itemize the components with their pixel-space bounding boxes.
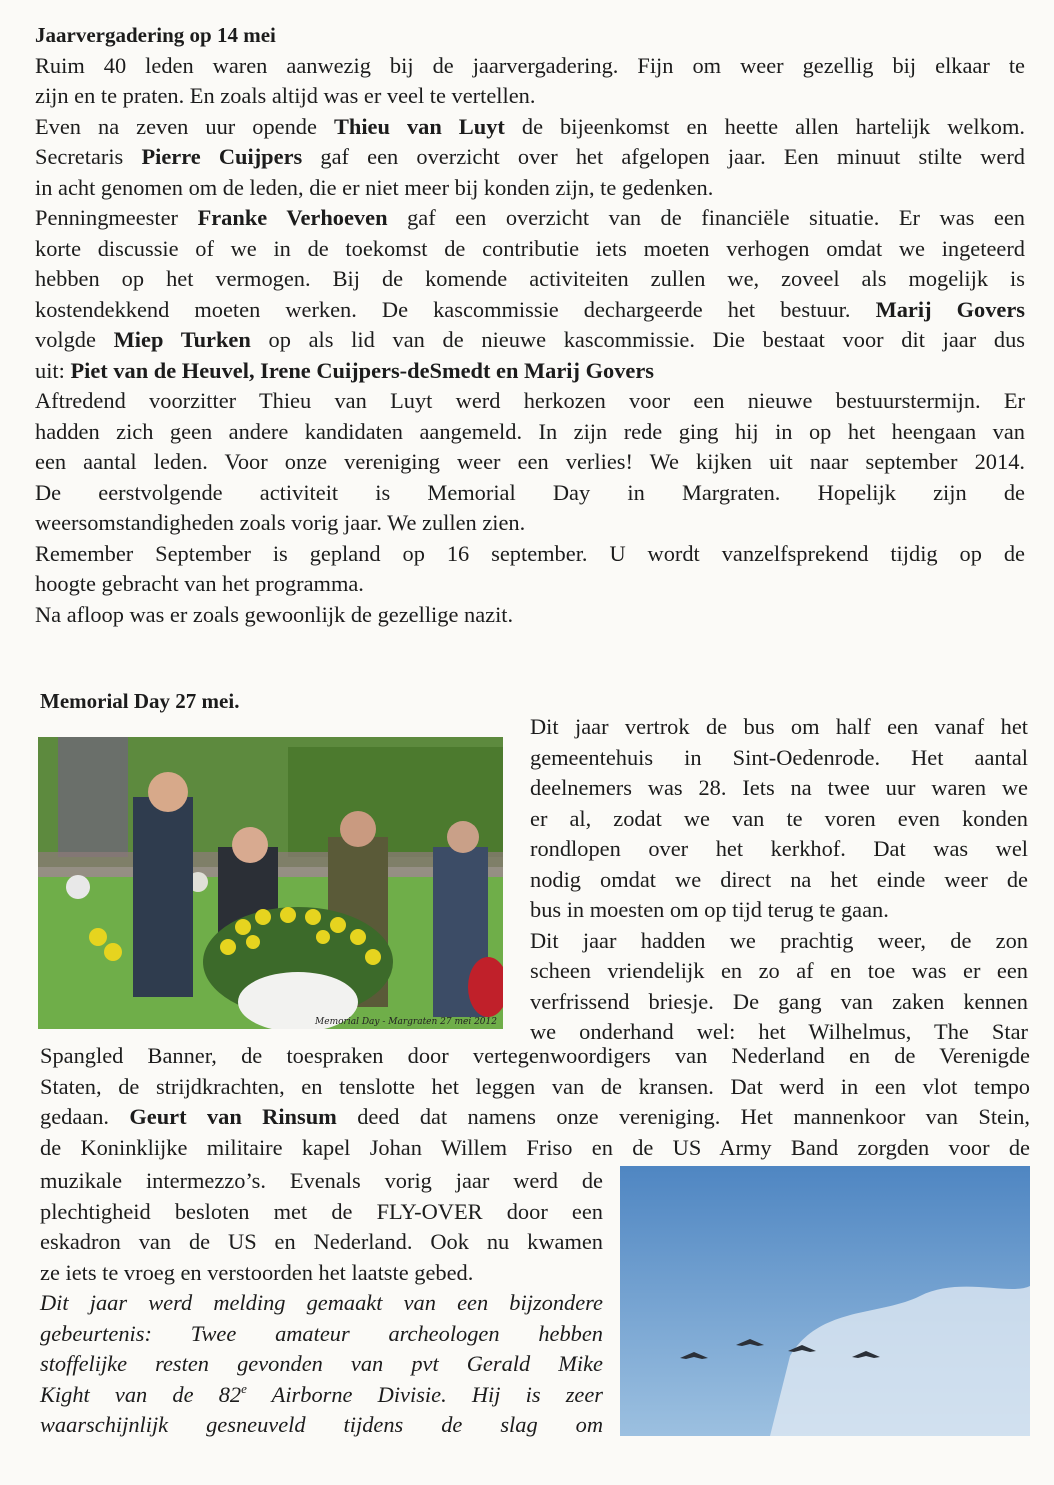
text-run: verfrissend briesje. De gang van zaken kennen [530, 988, 1028, 1014]
text-run: gaf een overzicht van de financiële situatie. Er was een [387, 205, 1025, 230]
text-run: we onderhand wel: het Wilhelmus, The Star [530, 1019, 1028, 1044]
text-line [40, 1166, 603, 1197]
text-line [35, 295, 1025, 326]
text-run: plechtigheid besloten met de FLY-OVER door een [40, 1198, 603, 1224]
text-line [35, 203, 1025, 234]
superscript: e [241, 1380, 247, 1396]
text-line [40, 1133, 1030, 1164]
text-run: gemeentehuis in Sint-Oedenrode. Het aantal [530, 744, 1028, 770]
text-run: gebeurtenis: Twee amateur archeologen hebben [40, 1320, 603, 1346]
flyover-jets-image [620, 1166, 1030, 1436]
name-highlight: Piet van de Heuvel, Irene Cuijpers-deSmedt en Marij Govers [70, 357, 654, 383]
text-run: muzikale intermezzo’s. Evenals vorig jaar werd de [40, 1168, 603, 1193]
flyover-photo [620, 1166, 1030, 1436]
text-run: rondlopen over het kerkhof. Dat was wel [530, 836, 1028, 861]
text-run: Dit jaar hadden we prachtig weer, de zon [530, 927, 1028, 953]
text-run: weersomstandigheden zoals vorig jaar. We zullen zien. [35, 510, 526, 535]
text-run: Aftredend voorzitter Thieu van Luyt werd herkozen voor een nieuwe bestuurstermijn. Er [35, 388, 1025, 413]
text-run: hoogte gebracht van het programma. [35, 571, 364, 596]
text-line [40, 1227, 603, 1258]
text-line [530, 865, 1028, 896]
text-line [530, 712, 1028, 743]
section-jaarvergadering [35, 20, 1025, 630]
text-run: nodig omdat we direct na het einde weer de [530, 866, 1028, 892]
text-line [35, 386, 1025, 417]
text-run: uit: [35, 357, 71, 383]
text-line [40, 1288, 603, 1319]
text-line [35, 264, 1025, 295]
text-run: Dit jaar werd melding gemaakt van een bijzondere [40, 1290, 603, 1315]
text-run: Secretaris [35, 144, 142, 169]
name-highlight: Geurt van Rinsum [129, 1104, 337, 1129]
text-run: waarschijnlijk gesneuveld tijdens de slag om [40, 1412, 603, 1437]
text-line [35, 234, 1025, 265]
text-run: ze iets te vroeg en verstoorden het laatste gebed. [40, 1259, 474, 1285]
text-run: De eerstvolgende activiteit is Memorial Day in Margraten. Hopelijk zijn de [35, 479, 1025, 505]
text-run: Ruim 40 leden waren aanwezig bij de jaarvergadering. Fijn om weer gezellig bij elkaar te [35, 52, 1025, 78]
name-highlight: Thieu van Luyt [333, 113, 505, 139]
text-run: Penningmeester [35, 205, 198, 230]
name-highlight: Franke Verhoeven [197, 205, 388, 230]
text-run: Airborne Divisie. Hij is zeer [246, 1381, 603, 1407]
text-run: in acht genomen om de leden, die er niet meer bij konden zijn, te gedenken. [35, 174, 714, 200]
text-run: een aantal leden. Voor onze vereniging weer een verlies! We kijken uit naar september 2014. [35, 449, 1025, 474]
text-run: hebben op het vermogen. Bij de komende activiteiten zullen we, zoveel als mogelijk is [35, 266, 1025, 291]
memorial-day-full-width [40, 1041, 1030, 1163]
text-run: volgde [35, 327, 114, 352]
text-line [35, 142, 1025, 173]
text-run: hadden zich geen andere kandidaten aangemeld. In zijn rede ging hij in op het heengaan van [35, 418, 1025, 444]
text-run: deelnemers was 28. Iets na twee uur waren we [530, 775, 1028, 800]
name-highlight: Pierre Cuijpers [141, 144, 303, 169]
text-run: gedaan. [40, 1104, 130, 1129]
text-run: stoffelijke resten gevonden van pvt Gerald Mike [40, 1351, 603, 1376]
text-run: korte discussie of we in de toekomst de contributie iets moeten verhogen omdat we ingeteerd [35, 235, 1025, 261]
text-run: de Koninklijke militaire kapel Johan Willem Friso en de US Army Band zorgden voor de [40, 1134, 1030, 1160]
text-run: eskadron van de US en Nederland. Ook nu kwamen [40, 1229, 603, 1254]
memorial-day-left-column [40, 1166, 603, 1441]
text-line [530, 743, 1028, 774]
paragraph-jaarvergadering [35, 51, 1025, 631]
text-run: Even na zeven uur opende [35, 113, 334, 139]
text-line [530, 773, 1028, 804]
text-run: de bijeenkomst en heette allen hartelijk welkom. [504, 113, 1025, 139]
text-line [35, 356, 1025, 387]
text-run: gaf een overzicht over het afgelopen jaar. Een minuut stilte werd [302, 144, 1025, 169]
text-line [35, 325, 1025, 356]
text-line [35, 51, 1025, 82]
text-line [530, 987, 1028, 1018]
text-line [35, 81, 1025, 112]
photo-caption: Memorial Day - Margraten 27 mei 2012 [315, 1017, 497, 1027]
text-line [530, 926, 1028, 957]
text-line [35, 112, 1025, 143]
text-line [40, 1072, 1030, 1103]
text-line [35, 417, 1025, 448]
text-run: Na afloop was er zoals gewoonlijk de gezellige nazit. [35, 601, 514, 627]
text-line [35, 173, 1025, 204]
text-line [35, 569, 1025, 600]
text-run: er al, zodat we van te voren even konden [530, 805, 1028, 831]
memorial-day-right-column [530, 712, 1028, 1048]
text-line [35, 539, 1025, 570]
text-run: op als lid van de nieuwe kascommissie. Die bestaat voor dit jaar dus [250, 327, 1025, 352]
text-line [40, 1102, 1030, 1133]
text-line [40, 1041, 1030, 1072]
memorial-day-photo [38, 737, 503, 1029]
text-line [35, 508, 1025, 539]
text-line [35, 447, 1025, 478]
text-run: zijn en te praten. En zoals altijd was er veel te vertellen. [35, 83, 536, 108]
text-line [40, 1380, 603, 1411]
text-line [40, 1258, 603, 1289]
text-run: Kight van de 82 [40, 1381, 242, 1407]
name-highlight: Marij Govers [875, 296, 1025, 322]
text-run: Dit jaar vertrok de bus om half een vanaf het [530, 714, 1028, 739]
text-line [530, 956, 1028, 987]
heading-jaarvergadering: Jaarvergadering op 14 mei [35, 23, 276, 47]
text-line [40, 1410, 603, 1441]
text-line [35, 600, 1025, 631]
memorial-scene-image [38, 737, 503, 1029]
text-run: Staten, de strijdkrachten, en tenslotte het leggen van de kransen. Dat werd in een vlot tempo [40, 1073, 1030, 1099]
text-line [40, 1319, 603, 1350]
text-line [35, 478, 1025, 509]
text-line [40, 1197, 603, 1228]
text-run: deed dat namens onze vereniging. Het mannenkoor van Stein, [336, 1104, 1030, 1129]
text-run: bus in moesten om op tijd terug te gaan. [530, 897, 889, 922]
name-highlight: Miep Turken [113, 327, 251, 352]
text-run: Remember September is gepland op 16 september. U wordt vanzelfsprekend tijdig op de [35, 540, 1025, 566]
text-line [530, 895, 1028, 926]
text-run: scheen vriendelijk en zo af en toe was er een [530, 958, 1028, 983]
text-line [530, 804, 1028, 835]
text-run: Spangled Banner, de toespraken door vertegenwoordigers van Nederland en de Verenigde [40, 1043, 1030, 1068]
text-run: kostendekkend moeten werken. De kascommissie dechargeerde het bestuur. [35, 296, 876, 322]
heading-memorial-day: Memorial Day 27 mei. [40, 689, 240, 713]
text-line [530, 834, 1028, 865]
text-line [40, 1349, 603, 1380]
